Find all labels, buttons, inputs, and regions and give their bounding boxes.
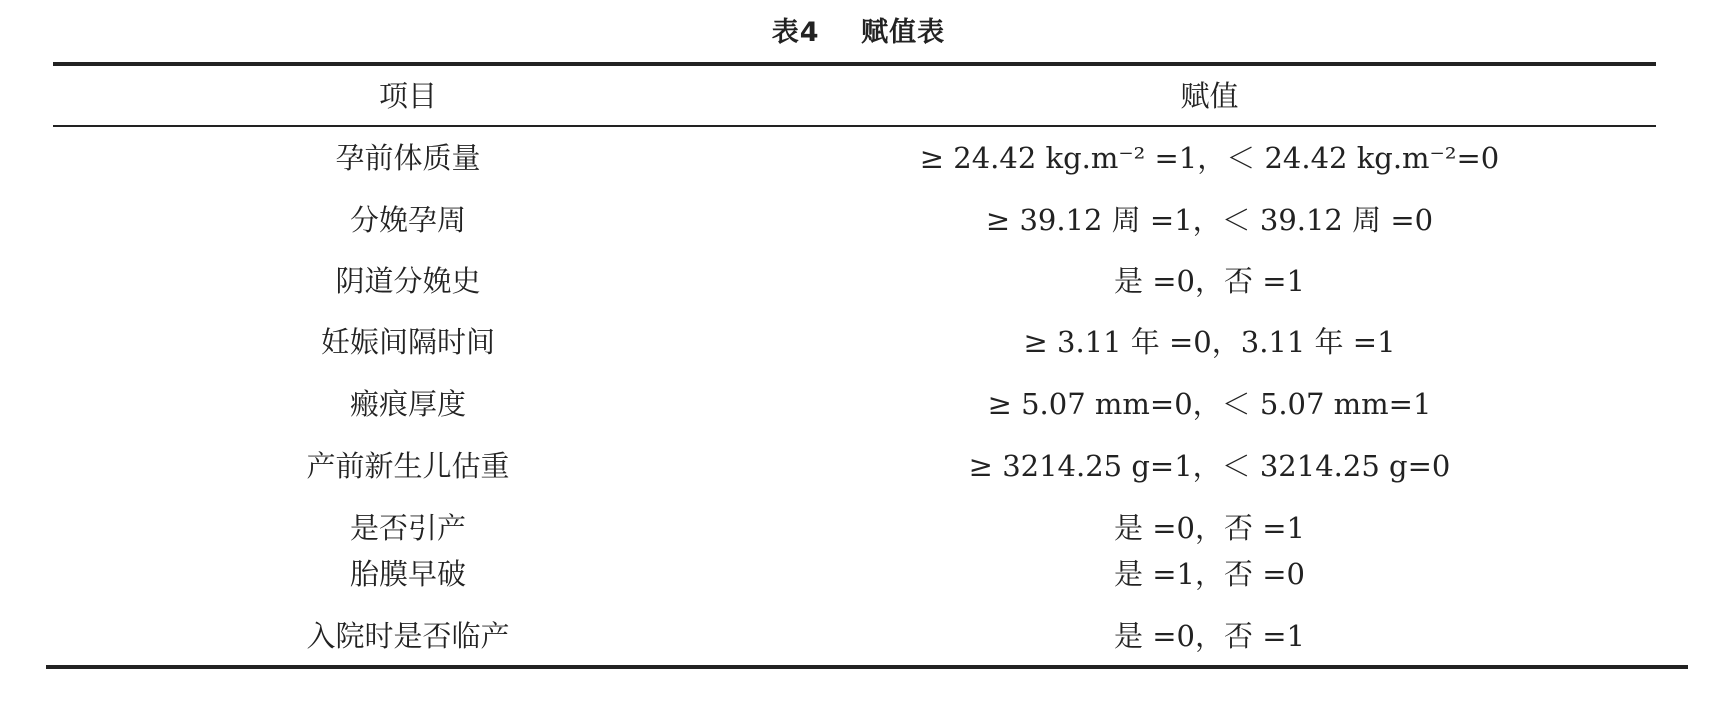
row-item: 阴道分娩史 <box>335 264 481 298</box>
row-item: 胎膜早破 <box>349 557 466 591</box>
table-title: 表4 赋值表 <box>771 17 946 48</box>
row-item: 瘢痕厚度 <box>349 387 466 421</box>
row-value: 是 =0，否 =1 <box>1114 511 1305 545</box>
row-value: 是 =0，否 =1 <box>1114 264 1305 298</box>
row-value: ≥ 3.11 年 =0，3.11 年 =1 <box>1023 325 1396 359</box>
table-top-rule <box>53 62 1656 66</box>
row-value: ≥ 39.12 周 =1，＜ 39.12 周 =0 <box>985 203 1434 237</box>
row-item: 妊娠间隔时间 <box>320 325 495 359</box>
row-value: ≥ 5.07 mm=0，＜ 5.07 mm=1 <box>987 387 1432 421</box>
row-item: 是否引产 <box>349 511 466 545</box>
row-item: 孕前体质量 <box>335 141 481 175</box>
header-value: 赋值 <box>1180 79 1239 113</box>
row-item: 入院时是否临产 <box>306 619 510 653</box>
row-value: 是 =1，否 =0 <box>1114 557 1305 591</box>
table-bottom-rule <box>46 665 1688 669</box>
header-item: 项目 <box>378 79 437 113</box>
row-value: ≥ 3214.25 g=1，＜ 3214.25 g=0 <box>968 449 1451 483</box>
row-value: ≥ 24.42 kg.m⁻² =1，＜ 24.42 kg.m⁻²=0 <box>919 141 1500 175</box>
table-header-rule <box>53 125 1656 127</box>
row-item: 分娩孕周 <box>349 203 466 237</box>
row-item: 产前新生儿估重 <box>306 449 510 483</box>
row-value: 是 =0，否 =1 <box>1114 619 1305 653</box>
